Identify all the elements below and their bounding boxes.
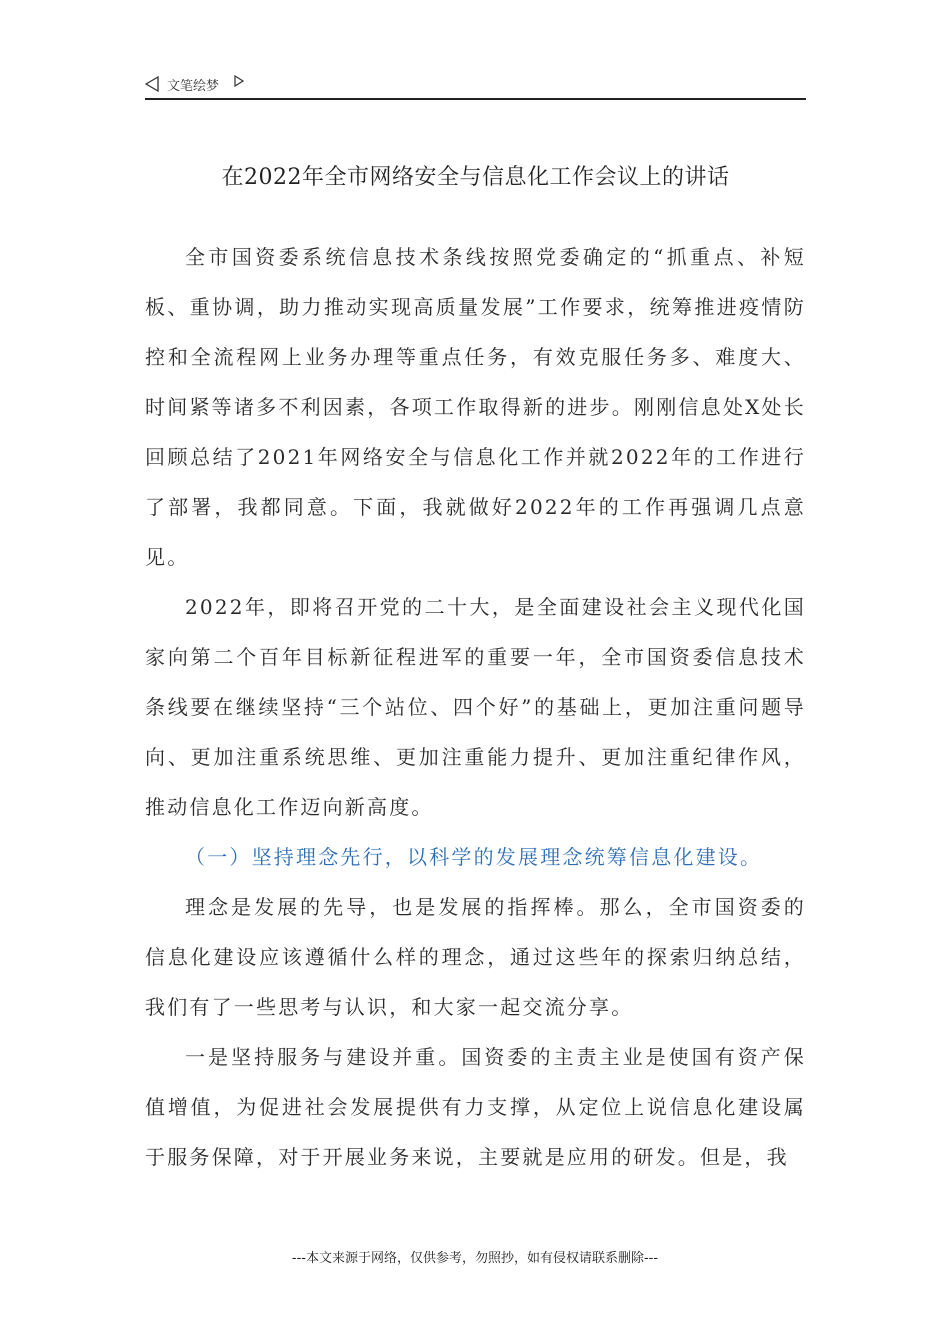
triangle-right-icon: [234, 75, 244, 87]
paragraph-concept: 理念是发展的先导，也是发展的指挥棒。那么，全市国资委的信息化建设应该遵循什么样的理念，通过这些年的探索归纳总结，我们有了一些思考与认识，和大家一起交流分享。: [145, 895, 806, 1019]
page-footer: ---本文来源于网络，仅供参考，勿照抄，如有侵权请联系删除---: [291, 1251, 659, 1266]
triangle-left-icon: [145, 76, 159, 92]
paragraph-service: 一是坚持服务与建设并重。国资委的主责主业是使国有资产保值增值，为促进社会发展提供有力支撑，从定位上说信息化建设属于服务保障，对于开展业务来说，主要就是应用的研发。但是，我: [145, 1045, 806, 1169]
paragraph-2022: 2022年，即将召开党的二十大，是全面建设社会主义现代化国家向第二个百年目标新征程进军的重要一年，全市国资委信息技术条线要在继续坚持“三个站位、四个好”的基础上，更加注重问题导向、更加注重系统思维、更加注重能力提升、更加注重纪律作风，推动信息化工作迈向新高度。: [145, 595, 806, 819]
document-title: 在2022年全市网络安全与信息化工作会议上的讲话: [221, 165, 730, 190]
section-heading-1: （一）坚持理念先行，以科学的发展理念统筹信息化建设。: [185, 845, 763, 869]
document-body: [145, 232, 806, 1182]
paragraph-intro: 全市国资委系统信息技术条线按照党委确定的“抓重点、补短板、重协调，助力推动实现高质量发展”工作要求，统筹推进疫情防控和全流程网上业务办理等重点任务，有效克服任务多、难度大、时间紧等诸多不利因素，各项工作取得新的进步。刚刚信息处X处长回顾总结了2021年网络安全与信息化工作并就2022年的工作进行了部署，我都同意。下面，我就做好2022年的工作再强调几点意见。: [145, 245, 806, 569]
page-header: [145, 72, 806, 100]
header-brand: 文笔绘梦: [167, 79, 220, 94]
